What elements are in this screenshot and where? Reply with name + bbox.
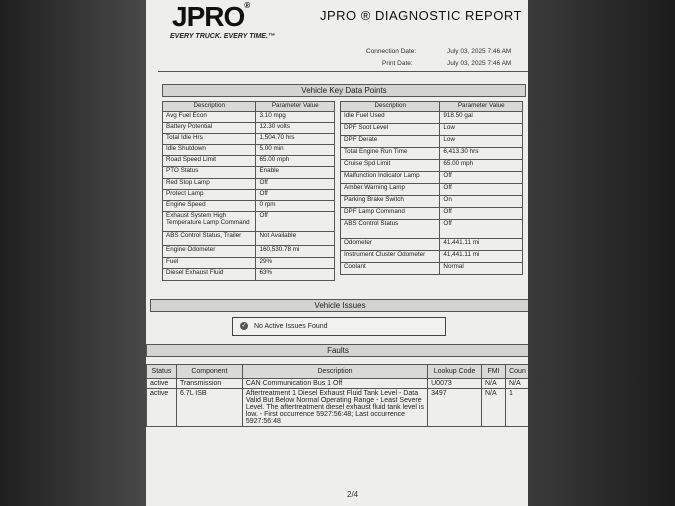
fault-row (147, 389, 529, 427)
key-data-description: Amber Warning Lamp (341, 184, 440, 196)
faults-table (146, 364, 528, 427)
key-data-row (163, 232, 335, 246)
key-data-value: Off (440, 184, 523, 196)
key-data-description: Exhaust System High Temperature Lamp Command (163, 212, 256, 232)
fault-status: active (147, 389, 177, 427)
key-data-description: DPF Soot Level (341, 124, 440, 136)
key-data-description: ABS Control Status (341, 220, 440, 239)
fault-col-status: Status (147, 365, 177, 379)
key-data-value: 0 rpm (256, 201, 335, 212)
key-data-value: 29% (256, 258, 335, 269)
key-data-row (341, 112, 523, 124)
faults-section-title: Faults (146, 344, 528, 357)
key-data-row (163, 145, 335, 156)
key-data-table-right (340, 101, 523, 275)
key-data-description: Road Speed Limit (163, 156, 256, 167)
col-description: Description (163, 102, 256, 112)
col-description: Description (341, 102, 440, 112)
key-data-value: 6,413.30 hrs (440, 148, 523, 160)
key-data-row (341, 184, 523, 196)
key-data-row (341, 172, 523, 184)
key-data-row (163, 179, 335, 190)
fault-lookup-code: U0073 (428, 379, 482, 389)
key-data-value: Off (440, 208, 523, 220)
key-data-value: 1,504.70 hrs (256, 134, 335, 145)
key-data-description: Coolant (341, 263, 440, 275)
key-data-row (341, 148, 523, 160)
key-data-description: Idle Fuel Used (341, 112, 440, 124)
key-data-description: Battery Potential (163, 123, 256, 134)
key-data-description: Avg Fuel Econ (163, 112, 256, 123)
fault-count: N/A (505, 379, 528, 389)
key-data-row (163, 212, 335, 232)
header-divider (158, 71, 528, 72)
key-data-description: Idle Shutdown (163, 145, 256, 156)
connection-date-label: Connection Date: (366, 48, 417, 55)
key-data-value: 63% (256, 269, 335, 281)
key-data-value: 5.00 min (256, 145, 335, 156)
key-data-row (163, 201, 335, 212)
key-data-description: Red Stop Lamp (163, 179, 256, 190)
key-data-row (341, 263, 523, 275)
key-data-description: Fuel (163, 258, 256, 269)
key-data-row (341, 136, 523, 148)
key-data-description: Cruise Spd Limit (341, 160, 440, 172)
key-data-value: 41,441.11 mi (440, 239, 523, 251)
fault-col-component: Component (176, 365, 242, 379)
key-data-row (163, 269, 335, 281)
fault-component: 6.7L ISB (176, 389, 242, 427)
key-data-row (163, 167, 335, 179)
page-number: 2/4 (347, 490, 359, 499)
key-data-description: DPF Derate (341, 136, 440, 148)
key-data-value: 65.00 mph (440, 160, 523, 172)
key-data-table-left (162, 101, 335, 281)
key-data-row (163, 246, 335, 258)
col-value: Parameter Value (440, 102, 523, 112)
key-data-row (341, 220, 523, 239)
key-data-value: 3.10 mpg (256, 112, 335, 123)
key-data-description: Malfunction Indicator Lamp (341, 172, 440, 184)
key-data-value: 160,530.78 mi (256, 246, 335, 258)
logo-tagline: EVERY TRUCK. EVERY TIME.™ (170, 33, 275, 40)
key-data-value: Not Available (256, 232, 335, 246)
check-circle-icon: ✓ (241, 323, 247, 330)
background-left (0, 0, 150, 506)
key-data-value: Off (440, 220, 523, 239)
key-data-row (163, 123, 335, 134)
key-data-row (163, 134, 335, 145)
print-date-value: July 03, 2025 7:46 AM (447, 60, 512, 67)
key-data-row (341, 196, 523, 208)
fault-status: active (147, 379, 177, 389)
connection-date-value: July 03, 2025 7:46 AM (447, 48, 512, 55)
key-data-description: Total Idle Hrs (163, 134, 256, 145)
key-data-value: Low (440, 136, 523, 148)
fault-row (147, 379, 529, 389)
background-right (525, 0, 675, 506)
key-data-description: Total Engine Run Time (341, 148, 440, 160)
key-data-description: Odometer (341, 239, 440, 251)
key-data-description: Engine Odometer (163, 246, 256, 258)
key-data-description: ABS Control Status, Trailer (163, 232, 256, 246)
key-data-row (341, 160, 523, 172)
key-data-description: Protect Lamp (163, 190, 256, 201)
fault-col-count: Coun (505, 365, 528, 379)
key-data-value: Low (440, 124, 523, 136)
issue-message-text: No Active Issues Found (254, 323, 328, 330)
key-data-description: DPF Lamp Command (341, 208, 440, 220)
key-data-row (163, 156, 335, 167)
key-data-value: On (440, 196, 523, 208)
col-value: Parameter Value (256, 102, 335, 112)
key-data-value: Off (256, 190, 335, 201)
key-data-row (163, 258, 335, 269)
key-data-row (341, 251, 523, 263)
key-data-description: Diesel Exhaust Fluid (163, 269, 256, 281)
key-data-row (341, 208, 523, 220)
key-data-section-title: Vehicle Key Data Points (162, 84, 526, 97)
key-data-row (341, 124, 523, 136)
key-data-row (163, 112, 335, 123)
key-data-value: Off (256, 179, 335, 190)
key-data-value: 65.00 mph (256, 156, 335, 167)
key-data-value: Off (440, 172, 523, 184)
key-data-value: 12.30 volts (256, 123, 335, 134)
key-data-row (163, 190, 335, 201)
key-data-value: Off (256, 212, 335, 232)
key-data-value: 918.50 gal (440, 112, 523, 124)
key-data-description: Engine Speed (163, 201, 256, 212)
key-data-description: Instrument Cluster Odometer (341, 251, 440, 263)
fault-lookup-code: 3497 (428, 389, 482, 427)
issue-message (232, 317, 446, 336)
fault-count: 1 (505, 389, 528, 427)
fault-description: CAN Communication Bus 1 Off (242, 379, 427, 389)
key-data-row (341, 239, 523, 251)
key-data-description: PTO Status (163, 167, 256, 179)
fault-description: Aftertreatment 1 Diesel Exhaust Fluid Tank Level - Data Valid But Below Normal Operating Range - Least Severe Level. The aftertreatment diesel exhaust fluid tank level is low. - First occurrence 5927:56:48; Last occurrence 5927:56:48 (242, 389, 427, 427)
fault-col-lookup-code: Lookup Code (428, 365, 482, 379)
key-data-value: 41,441.11 mi (440, 251, 523, 263)
key-data-description: Parking Brake Switch (341, 196, 440, 208)
report-title: JPRO ® DIAGNOSTIC REPORT (320, 8, 522, 23)
print-date-label: Print Date: (382, 60, 413, 67)
key-data-value: Normal (440, 263, 523, 275)
fault-fmi: N/A (481, 379, 505, 389)
key-data-value: Enable (256, 167, 335, 179)
fault-col-fmi: FMI (481, 365, 505, 379)
report-page (146, 0, 528, 506)
vehicle-issues-section-title: Vehicle Issues (150, 299, 528, 312)
jpro-logo: JPRO® (172, 1, 250, 32)
fault-col-description: Description (242, 365, 427, 379)
fault-fmi: N/A (481, 389, 505, 427)
fault-component: Transmission (176, 379, 242, 389)
